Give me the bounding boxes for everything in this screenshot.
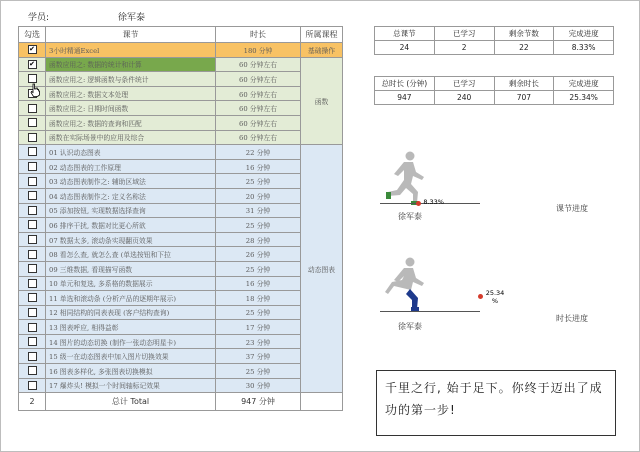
stats1-value: 24 [375,41,435,55]
checkbox-cell [19,57,46,72]
lesson-duration: 23 分钟 [216,334,301,349]
lesson-duration: 17 分钟 [216,320,301,335]
lesson-duration: 20 分钟 [216,188,301,203]
footer-total-value: 947 分钟 [216,393,301,411]
checkbox-cell [19,203,46,218]
student-name: 徐军泰 [118,13,146,23]
lesson-title: 11 单选和滚动条 (分析产品的逐期年展示) [46,291,216,306]
time-progress-label: 时长进度 [556,314,588,323]
lesson-title: 函数应用之: 数据的统计和计算 [46,57,216,72]
lesson-duration: 25 分钟 [216,218,301,233]
lesson-progress-label: 课节进度 [556,204,588,213]
checkbox-cell [19,188,46,203]
stats2-header: 剩余时长 [494,77,554,91]
lesson-duration: 37 分钟 [216,349,301,364]
row-checkbox[interactable] [28,381,37,390]
table-row [19,115,343,130]
table-row [19,232,343,247]
lesson-duration: 60 分钟左右 [216,101,301,116]
checkbox-cell [19,101,46,116]
checkbox-cell [19,159,46,174]
table-row [19,43,343,58]
row-checkbox[interactable] [28,133,37,142]
lesson-title: 03 动态图表制作之: 辅助区域法 [46,174,216,189]
course-dynamic: 动态图表 [301,145,343,393]
checkbox-cell [19,115,46,130]
row-checkbox[interactable]: ✔ [29,45,35,54]
table-row [19,57,343,72]
time-progress-percent: 25.34 % [485,289,505,305]
stats1-value: 8.33% [554,41,614,55]
header-lesson: 课节 [46,27,216,43]
lesson-duration: 25 分钟 [216,364,301,379]
table-row [19,145,343,160]
lesson-title: 04 动态图表制作之: 定义名称法 [46,188,216,203]
lesson-title: 15 级一在动态图表中加入图片切换效果 [46,349,216,364]
stats2-value: 947 [375,91,435,105]
time-runner-name: 徐军泰 [398,322,422,331]
lesson-title: 07 数据太多, 滚动条实现翻页效果 [46,232,216,247]
table-row [19,276,343,291]
lesson-stats-table [374,26,614,55]
lesson-duration: 60 分钟左右 [216,57,301,72]
checkbox-cell [19,232,46,247]
lesson-duration: 26 分钟 [216,247,301,262]
checkbox-cell [19,43,46,58]
lesson-title: 08 看怎么查, 就怎么查 (单选按钮和下拉 [46,247,216,262]
lesson-title: 3小时精通Excel [46,43,216,58]
hand-cursor-icon [30,83,40,97]
table-row [19,188,343,203]
checkbox-cell [19,276,46,291]
student-label: 学员: [28,13,50,23]
table-row [19,101,343,116]
lesson-title: 09 三维数据, 看现描写函数 [46,261,216,276]
checkbox-cell [19,218,46,233]
stats2-value: 707 [494,91,554,105]
table-row [19,305,343,320]
checkbox-cell [19,320,46,335]
lesson-duration: 28 分钟 [216,232,301,247]
time-stats-table [374,76,614,105]
lesson-duration: 22 分钟 [216,145,301,160]
row-checkbox[interactable] [28,118,37,127]
checkbox-cell [19,349,46,364]
row-checkbox[interactable] [28,250,37,259]
lesson-duration: 25 分钟 [216,305,301,320]
row-checkbox[interactable] [28,104,37,113]
lesson-title: 函数应用之: 日期时间函数 [46,101,216,116]
course-functions: 函数 [301,57,343,145]
header-duration: 时长 [216,27,301,43]
lesson-title: 10 单元和复选, 多系格的数据展示 [46,276,216,291]
lesson-title: 16 图表多样化, 多张图表切换模拟 [46,364,216,379]
stats2-header: 已学习 [434,77,494,91]
table-row [19,291,343,306]
stats2-value: 240 [434,91,494,105]
checkbox-cell [19,291,46,306]
row-checkbox[interactable] [28,235,37,244]
checkbox-cell [19,130,46,145]
row-checkbox[interactable] [28,191,37,200]
table-row [19,364,343,379]
lesson-title: 06 排序干扰, 数据对比更心所欲 [46,218,216,233]
table-row [19,203,343,218]
table-row [19,349,343,364]
lesson-title: 函数应用之: 逻辑函数与条件统计 [46,72,216,87]
lesson-title: 14 图片的动态切换 (制作一张动态明星卡) [46,334,216,349]
row-checkbox[interactable] [28,352,37,361]
stats1-header: 剩余节数 [494,27,554,41]
lesson-title: 函数在实际场景中的应用及综合 [46,130,216,145]
table-row [19,86,343,101]
footer-empty [301,393,343,411]
table-row [19,378,343,393]
lesson-duration: 31 分钟 [216,203,301,218]
row-checkbox[interactable] [28,337,37,346]
lesson-title: 17 爆炸头! 模拟一个时间轴标记效果 [46,378,216,393]
lesson-duration: 25 分钟 [216,174,301,189]
checkbox-cell [19,334,46,349]
lesson-duration: 25 分钟 [216,261,301,276]
lesson-title: 05 添加按钮, 实现数据选择查询 [46,203,216,218]
table-row [19,218,343,233]
footer-total-label: 总计 Total [46,393,216,411]
table-row [19,247,343,262]
stats1-value: 2 [434,41,494,55]
stats2-value: 25.34% [554,91,614,105]
stats1-value: 22 [494,41,554,55]
table-row [19,320,343,335]
lesson-title: 函数应用之: 数据的查询和匹配 [46,115,216,130]
stats2-header: 完成进度 [554,77,614,91]
row-checkbox[interactable] [28,220,37,229]
checkbox-cell [19,261,46,276]
checkbox-cell [19,364,46,379]
row-checkbox[interactable] [28,147,37,156]
table-row [19,72,343,87]
lesson-progress-percent: 8.33% [423,198,444,206]
checkbox-cell [19,305,46,320]
lesson-progress-marker [416,201,421,206]
row-checkbox[interactable] [28,206,37,215]
runner-time-icon [380,256,432,316]
row-checkbox[interactable]: ✔ [29,59,35,68]
stats1-header: 总课节 [375,27,435,41]
stats1-header: 完成进度 [554,27,614,41]
lesson-title: 01 认识动态图表 [46,145,216,160]
lesson-title: 02 动态图表的工作原理 [46,159,216,174]
checkbox-cell [19,378,46,393]
row-checkbox[interactable] [28,308,37,317]
lesson-duration: 60 分钟左右 [216,115,301,130]
lesson-duration: 60 分钟左右 [216,130,301,145]
row-checkbox[interactable] [28,366,37,375]
lesson-duration: 16 分钟 [216,276,301,291]
lesson-duration: 180 分钟 [216,43,301,58]
header-check: 勾选 [19,27,46,43]
lesson-title: 函数应用之: 数据文本处理 [46,86,216,101]
checkbox-cell [19,145,46,160]
motivation-quote: 千里之行, 始于足下。你终于迈出了成功的第一步! [376,370,616,436]
time-progress-track [380,311,480,312]
row-checkbox[interactable] [28,293,37,302]
row-checkbox[interactable] [28,279,37,288]
row-checkbox[interactable] [28,162,37,171]
table-row [19,334,343,349]
footer-count: 2 [19,393,46,411]
lesson-duration: 60 分钟左右 [216,86,301,101]
table-row [19,261,343,276]
lesson-table [18,26,343,411]
lesson-duration: 60 分钟左右 [216,72,301,87]
lesson-title: 12 相同结构的同表表现 (客户结构查询) [46,305,216,320]
course-basic: 基础操作 [301,43,343,58]
stats1-header: 已学习 [434,27,494,41]
lesson-runner-name: 徐军泰 [398,212,422,221]
checkbox-cell [19,174,46,189]
row-checkbox[interactable] [28,264,37,273]
lesson-title: 13 图表呼应, 相得益彰 [46,320,216,335]
checkbox-cell [19,247,46,262]
table-row [19,159,343,174]
row-checkbox[interactable] [28,323,37,332]
lesson-duration: 30 分钟 [216,378,301,393]
lesson-duration: 18 分钟 [216,291,301,306]
time-progress-marker [478,294,483,299]
table-row [19,174,343,189]
stats2-header: 总时长 (分钟) [375,77,435,91]
header-course: 所属课程 [301,27,343,43]
table-row [19,130,343,145]
lesson-duration: 16 分钟 [216,159,301,174]
row-checkbox[interactable] [28,177,37,186]
